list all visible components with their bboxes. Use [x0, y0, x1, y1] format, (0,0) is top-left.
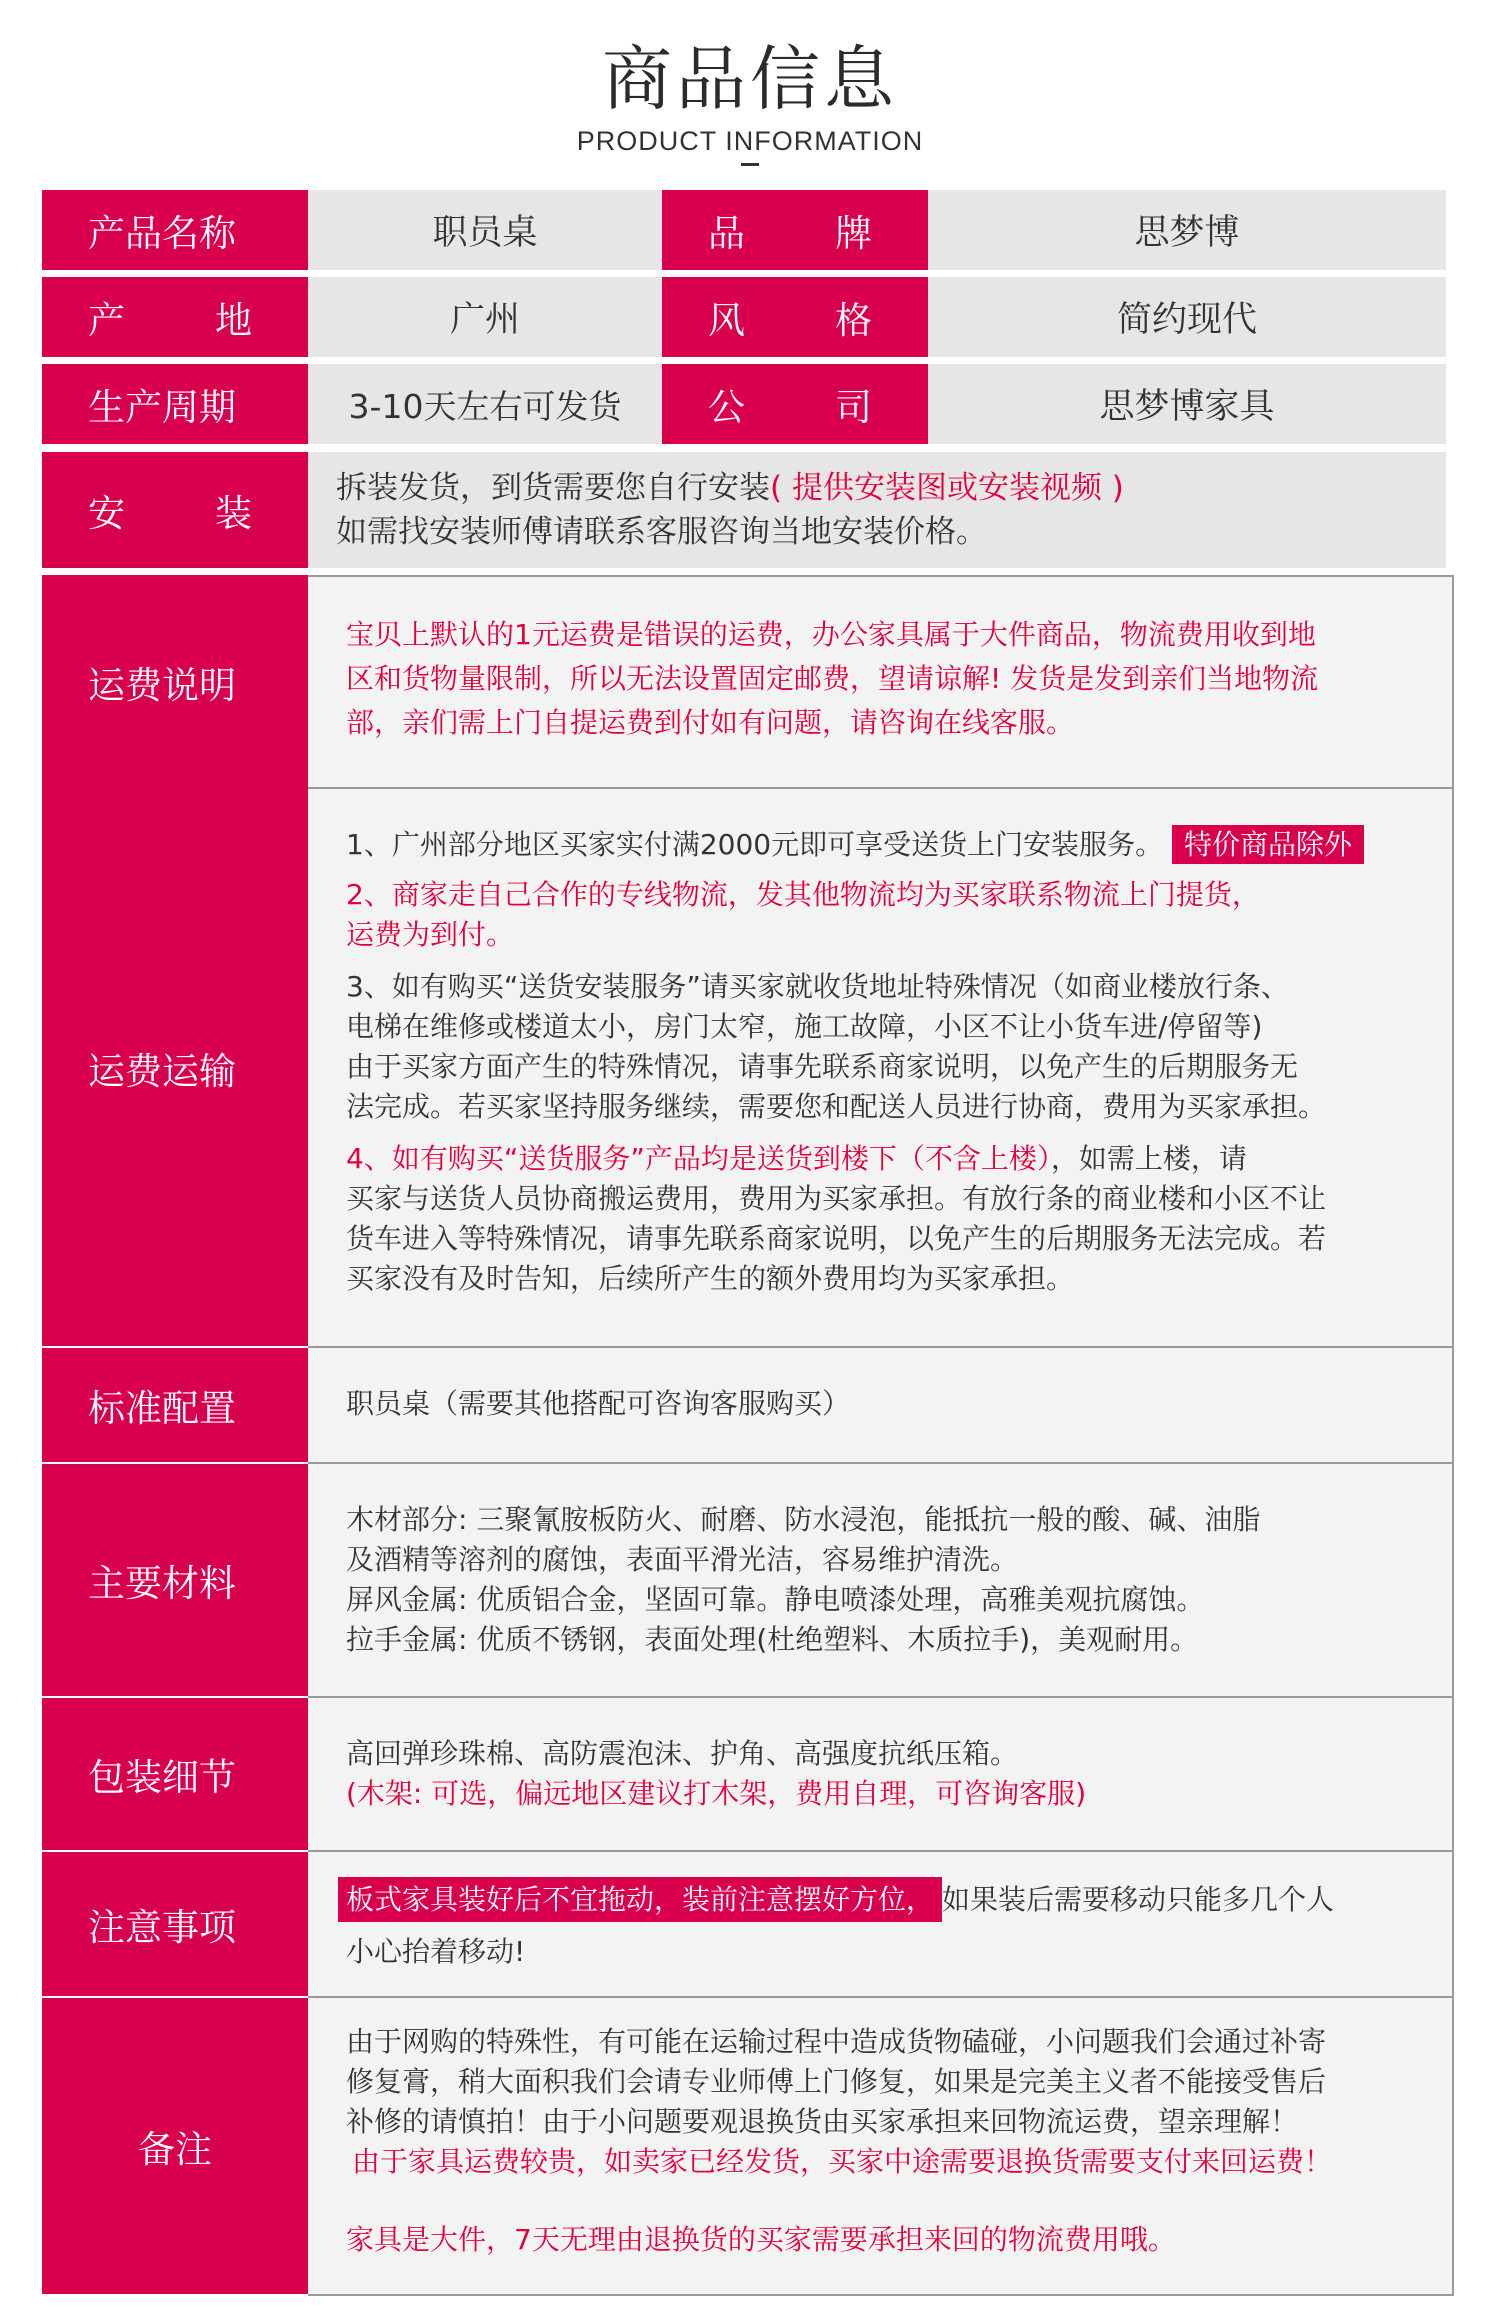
label-standard-config: 标准配置	[42, 1348, 308, 1462]
freight-note-content	[308, 575, 1454, 789]
shipping-item3: 3、如有购买“送货安装服务”请买家就收货地址特殊情况（如商业楼放行条、 电梯在维修或楼道太小，房门太窄，施工故障，小区不让小货车进/停留等) 由于买家方面产生的特殊情况，请事先联系商家说明，以免产生的后期服务无 法完成。若买家坚持服务继续，需要您和配送人员进行协商，费用为买家承担。	[346, 970, 1327, 1123]
shipping-content	[308, 787, 1454, 1348]
value-company: 思梦博家具	[928, 364, 1446, 444]
page-title: 商品信息	[602, 38, 898, 120]
shipping-item2: 2、商家走自己合作的专线物流，发其他物流均为买家联系物流上门提货， 运费为到付。	[346, 878, 1260, 951]
value-brand: 思梦博	[928, 190, 1446, 270]
label-brand: 品 牌	[662, 190, 928, 270]
shipping-item1: 1、广州部分地区买家实付满2000元即可享受送货上门安装服务。 特价商品除外	[346, 825, 1452, 865]
page-subtitle: PRODUCT INFORMATION	[576, 126, 924, 156]
packaging-content: 高回弹珍珠棉、高防震泡沫、护角、高强度抗纸压箱。 (木架: 可选，偏远地区建议打木架，费用自理，可咨询客服)	[308, 1696, 1454, 1852]
value-install	[308, 452, 1446, 568]
materials-content: 木材部分: 三聚氰胺板防火、耐磨、防水浸泡，能抵抗一般的酸、碱、油脂 及酒精等溶剂的腐蚀，表面平滑光洁，容易维护清洗。 屏风金属: 优质铝合金，坚固可靠。静电喷漆处理，高雅美观抗腐蚀。 拉手金属: 优质不锈钢，表面处理(杜绝塑料、木质拉手)，美观耐用。	[308, 1462, 1454, 1698]
subtitle-underline	[741, 163, 759, 166]
label-style: 风 格	[662, 277, 928, 357]
install-line1: 拆装发货，到货需要您自行安装( 提供安装图或安装视频 )	[336, 470, 1124, 506]
notice-content: 板式家具装好后不宜拖动，装前注意摆好方位， 如果装后需要移动只能多几个人 小心抬着移动!	[308, 1850, 1454, 1998]
label-materials: 主要材料	[42, 1464, 308, 1696]
value-style: 简约现代	[928, 277, 1446, 357]
label-origin: 产 地	[42, 277, 308, 357]
label-production-cycle: 生产周期	[42, 364, 308, 444]
freight-note-line: 部，亲们需上门自提运费到付如有问题，请咨询在线客服。	[346, 706, 1075, 739]
label-product-name: 产品名称	[42, 190, 308, 270]
label-notice: 注意事项	[42, 1852, 308, 1996]
shipping-item4: 4、如有购买“送货服务”产品均是送货到楼下（不含上楼），如需上楼，请 买家与送货人员协商搬运费用，费用为买家承担。有放行条的商业楼和小区不让 货车进入等特殊情况，请事先联系商家说明，以免产生的后期服务无法完成。若 买家没有及时告知，后续所产生的额外费用均为买家承担。	[346, 1142, 1327, 1295]
label-install: 安 装	[42, 452, 308, 568]
freight-note-line: 宝贝上默认的1元运费是错误的运费，办公家具属于大件商品，物流费用收到地	[346, 618, 1316, 651]
label-packaging: 包装细节	[42, 1698, 308, 1850]
value-origin: 广州	[308, 277, 662, 357]
special-offer-tag: 特价商品除外	[1172, 825, 1364, 864]
freight-note-line: 区和货物量限制，所以无法设置固定邮费，望请谅解! 发货是发到亲们当地物流	[346, 662, 1319, 695]
remarks-content: 由于网购的特殊性，有可能在运输过程中造成货物磕碰，小问题我们会通过补寄 修复膏，稍大面积我们会请专业师傅上门修复，如果是完美主义者不能接受售后 补修的请慎拍！由于小问题要观退换货由买家承担来回物流运费，望亲理解！ 由于家具运费较贵，如卖家已经发货，买家中途需要退换货需要支付来回运费！ 家具是大件，7天无理由退换货的买家需要承担来回的物流费用哦。	[308, 1996, 1454, 2296]
label-company: 公 司	[662, 364, 928, 444]
standard-config-content: 职员桌（需要其他搭配可咨询客服购买）	[308, 1346, 1454, 1464]
label-shipping: 运费运输	[42, 789, 308, 1346]
value-production-cycle: 3-10天左右可发货	[308, 364, 662, 444]
install-line2: 如需找安装师傅请联系客服咨询当地安装价格。	[336, 514, 987, 550]
label-freight-note: 运费说明	[42, 575, 308, 789]
value-product-name: 职员桌	[308, 190, 662, 270]
label-remarks: 备注	[42, 1998, 308, 2294]
notice-highlight-tag: 板式家具装好后不宜拖动，装前注意摆好方位，	[338, 1877, 942, 1922]
